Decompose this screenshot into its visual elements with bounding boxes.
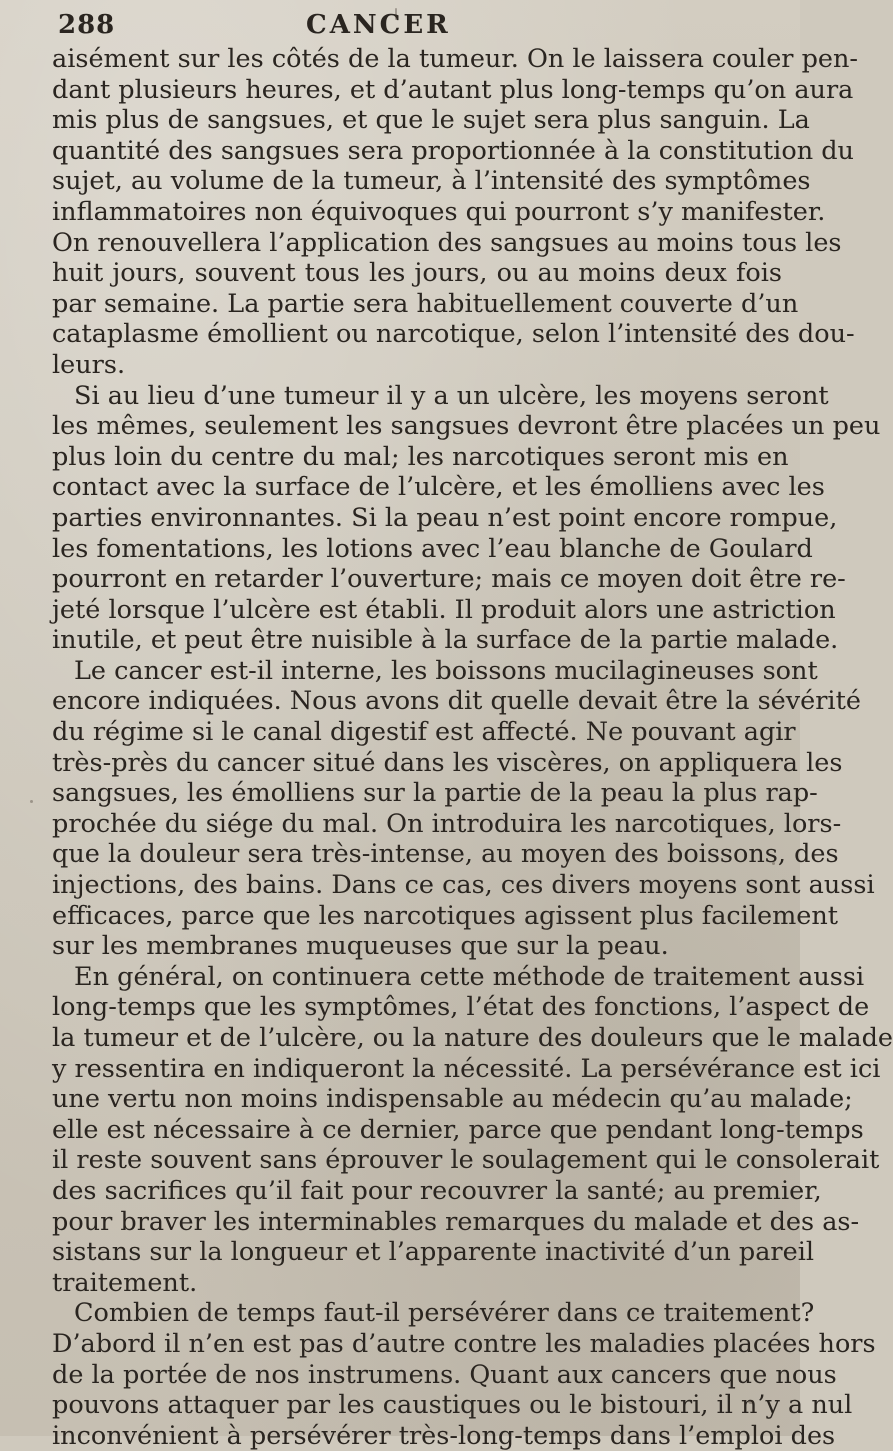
text-line: elle est nécessaire à ce dernier, parce que pendant long-temps — [52, 1114, 864, 1145]
text-line: sujet, au volume de la tumeur, à l’intensité des symptômes — [52, 166, 811, 197]
text-line: du régime si le canal digestif est affecté. Ne pouvant agir — [52, 717, 796, 748]
text-line: inflammatoires non équivoques qui pourront s’y manifester. — [52, 196, 826, 227]
text-line: leurs. — [52, 349, 126, 380]
page-number: 288 — [58, 10, 116, 40]
text-line: par semaine. La partie sera habituellement couverte d’un — [52, 288, 799, 319]
text-line: En général, on continuera cette méthode de traitement aussi — [74, 961, 865, 992]
paper-speck — [748, 1400, 754, 1404]
text-line: inutile, et peut être nuisible à la surface de la partie malade. — [52, 625, 839, 656]
text-line: traitement. — [52, 1267, 198, 1298]
text-line: jeté lorsque l’ulcère est établi. Il produit alors une astriction — [52, 594, 836, 625]
text-line: On renouvellera l’application des sangsues au moins tous les — [52, 227, 842, 258]
text-line: très-près du cancer situé dans les viscères, on appliquera les — [52, 747, 843, 778]
text-line: sistans sur la longueur et l’apparente inactivité d’un pareil — [52, 1237, 815, 1268]
text-line: pour braver les interminables remarques du malade et des as- — [52, 1206, 860, 1237]
paper-speck — [395, 8, 397, 20]
text-line: des sacrifices qu’il fait pour recouvrer la santé; au premier, — [52, 1175, 822, 1206]
text-line: Si au lieu d’une tumeur il y a un ulcère, les moyens seront — [74, 380, 829, 411]
text-line: prochée du siége du mal. On introduira les narcotiques, lors- — [52, 808, 842, 839]
text-line: Le cancer est-il interne, les boissons mucilagineuses sont — [74, 655, 818, 686]
text-line: parties environnantes. Si la peau n’est point encore rompue, — [52, 502, 838, 533]
text-line: une vertu non moins indispensable au médecin qu’au malade; — [52, 1084, 853, 1115]
text-line: D’abord il n’en est pas d’autre contre les maladies placées hors — [52, 1328, 876, 1359]
text-line: il reste souvent sans éprouver le soulagement qui le consolerait — [52, 1145, 880, 1176]
text-line: aisément sur les côtés de la tumeur. On le laissera couler pen- — [52, 44, 859, 74]
text-line: Combien de temps faut-il persévérer dans ce traitement? — [74, 1298, 815, 1329]
text-line: que la douleur sera très-intense, au moyen des boissons, des — [52, 839, 839, 870]
text-line: inconvénient à persévérer très-long-temps dans l’emploi des — [52, 1420, 836, 1451]
text-line: pouvons attaquer par les caustiques ou le bistouri, il n’y a nul — [52, 1390, 853, 1421]
text-line: y ressentira en indiqueront la nécessité. La persévérance est ici — [52, 1053, 881, 1084]
text-line: de la portée de nos instrumens. Quant aux cancers que nous — [52, 1359, 837, 1390]
text-line: mis plus de sangsues, et que le sujet sera plus sanguin. La — [52, 105, 810, 136]
text-line: huit jours, souvent tous les jours, ou au moins deux fois — [52, 258, 782, 289]
text-line: injections, des bains. Dans ce cas, ces divers moyens sont aussi — [52, 870, 875, 901]
text-line: plus loin du centre du mal; les narcotiques seront mis en — [52, 441, 789, 472]
text-line: les fomentations, les lotions avec l’eau blanche de Goulard — [52, 533, 813, 564]
text-line: sangsues, les émolliens sur la partie de la peau la plus rap- — [52, 778, 818, 809]
paper-speck — [772, 862, 775, 865]
text-line: sur les membranes muqueuses que sur la peau. — [52, 931, 669, 962]
text-line: quantité des sangsues sera proportionnée à la constitution du — [52, 135, 854, 166]
text-line: long-temps que les symptômes, l’état des fonctions, l’aspect de — [52, 992, 870, 1023]
text-line: dant plusieurs heures, et d’autant plus long-temps qu’on aura — [52, 74, 854, 105]
running-head: CANCER — [306, 10, 451, 40]
text-line: contact avec la surface de l’ulcère, et les émolliens avec les — [52, 472, 825, 503]
text-line: la tumeur et de l’ulcère, ou la nature des douleurs que le malade — [52, 1023, 893, 1053]
text-line: cataplasme émollient ou narcotique, selon l’intensité des dou- — [52, 319, 855, 350]
text-line: efficaces, parce que les narcotiques agissent plus facilement — [52, 900, 839, 931]
text-line: pourront en retarder l’ouverture; mais ce moyen doit être re- — [52, 564, 846, 595]
body-text — [52, 44, 893, 1451]
page-header — [58, 8, 618, 44]
paper-speck — [30, 800, 33, 803]
paper-speck — [760, 520, 764, 524]
text-line: les mêmes, seulement les sangsues devront être placées un peu — [52, 411, 881, 442]
text-line: encore indiquées. Nous avons dit quelle devait être la sévérité — [52, 686, 861, 717]
